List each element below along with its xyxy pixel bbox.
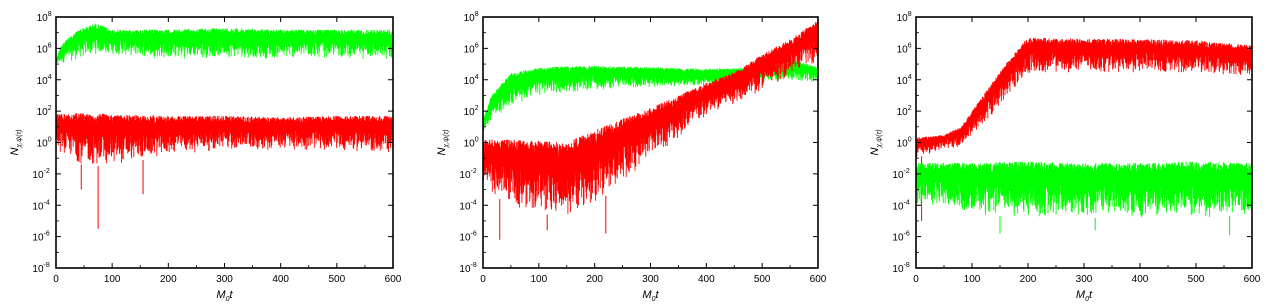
x-tick-label: 0 bbox=[913, 274, 919, 285]
y-tick-label: $10^{-8}$ bbox=[32, 262, 50, 275]
y-tick-label: $10^{-4}$ bbox=[892, 199, 910, 213]
series-red bbox=[483, 22, 818, 240]
x-tick-label: 100 bbox=[103, 274, 121, 285]
y-tick-label: $10^4$ bbox=[36, 73, 52, 87]
x-tick-label: 500 bbox=[328, 274, 346, 285]
x-tick-label: 400 bbox=[697, 274, 715, 285]
y-tick-label: $10^8$ bbox=[36, 11, 52, 24]
series-band-green bbox=[916, 162, 1252, 217]
y-tick-label: $10^6$ bbox=[36, 42, 52, 56]
y-tick-label: $10^4$ bbox=[896, 73, 912, 87]
x-tick-label: 600 bbox=[1243, 274, 1261, 285]
x-tick-label: 0 bbox=[53, 274, 59, 285]
x-axis-label: $M_0t$ bbox=[642, 289, 659, 303]
y-tick-label: $10^{-2}$ bbox=[459, 167, 477, 181]
y-tick-label: $10^4$ bbox=[463, 73, 479, 87]
x-tick-label: 200 bbox=[159, 274, 177, 285]
y-tick-label: $10^{-6}$ bbox=[32, 230, 50, 244]
series-band-red bbox=[916, 38, 1252, 158]
series-band-green bbox=[56, 24, 393, 64]
x-tick-label: 300 bbox=[642, 274, 659, 285]
y-tick-label: $10^{-2}$ bbox=[892, 167, 910, 181]
y-tick-label: $10^{-4}$ bbox=[459, 199, 477, 213]
y-tick-label: $10^{-8}$ bbox=[459, 262, 477, 275]
x-tick-label: 400 bbox=[272, 274, 290, 285]
x-tick-label: 300 bbox=[1075, 274, 1093, 285]
series-green bbox=[916, 162, 1252, 235]
y-tick-label: $10^6$ bbox=[463, 42, 479, 56]
x-tick-label: 600 bbox=[809, 274, 827, 285]
series-red bbox=[56, 113, 393, 229]
x-axis-label: $M_0t$ bbox=[216, 289, 233, 303]
y-tick-label: $10^{-6}$ bbox=[459, 230, 477, 244]
x-tick-label: 400 bbox=[1131, 274, 1149, 285]
y-axis-label: $N_{\chi,\psi(\tau)}$ bbox=[869, 129, 883, 156]
series-band-red bbox=[56, 113, 393, 163]
x-tick-label: 200 bbox=[1019, 274, 1037, 285]
y-tick-label: $10^{-4}$ bbox=[32, 199, 50, 213]
y-tick-label: $10^0$ bbox=[36, 136, 52, 150]
y-tick-label: $10^6$ bbox=[896, 42, 912, 56]
y-tick-label: $10^{-8}$ bbox=[892, 262, 910, 275]
x-tick-label: 300 bbox=[216, 274, 233, 285]
y-tick-label: $10^8$ bbox=[896, 11, 912, 24]
y-axis-label: $N_{\chi,\psi(\tau)}$ bbox=[436, 129, 450, 156]
x-tick-label: 600 bbox=[384, 274, 402, 285]
x-tick-label: 200 bbox=[586, 274, 604, 285]
series-green bbox=[56, 24, 393, 64]
y-tick-label: $10^0$ bbox=[896, 136, 912, 150]
series-band-red bbox=[483, 22, 818, 214]
y-tick-label: $10^2$ bbox=[896, 105, 912, 119]
chart-panel-left bbox=[9, 11, 402, 303]
y-tick-label: $10^{-2}$ bbox=[32, 167, 50, 181]
x-tick-label: 100 bbox=[963, 274, 981, 285]
y-tick-label: $10^2$ bbox=[36, 105, 52, 119]
chart-panel-right bbox=[869, 11, 1261, 303]
y-tick-label: $10^{-6}$ bbox=[892, 230, 910, 244]
y-tick-label: $10^2$ bbox=[463, 105, 479, 119]
y-tick-label: $10^0$ bbox=[463, 136, 479, 150]
x-axis-label: $M_0t$ bbox=[1075, 289, 1093, 303]
x-tick-label: 500 bbox=[1187, 274, 1205, 285]
x-tick-label: 500 bbox=[753, 274, 771, 285]
y-axis-label: $N_{\chi,\psi(\tau)}$ bbox=[9, 129, 23, 156]
chart-panel-middle bbox=[436, 11, 827, 303]
y-tick-label: $10^8$ bbox=[463, 11, 479, 24]
x-tick-label: 100 bbox=[530, 274, 548, 285]
x-tick-label: 0 bbox=[480, 274, 486, 285]
